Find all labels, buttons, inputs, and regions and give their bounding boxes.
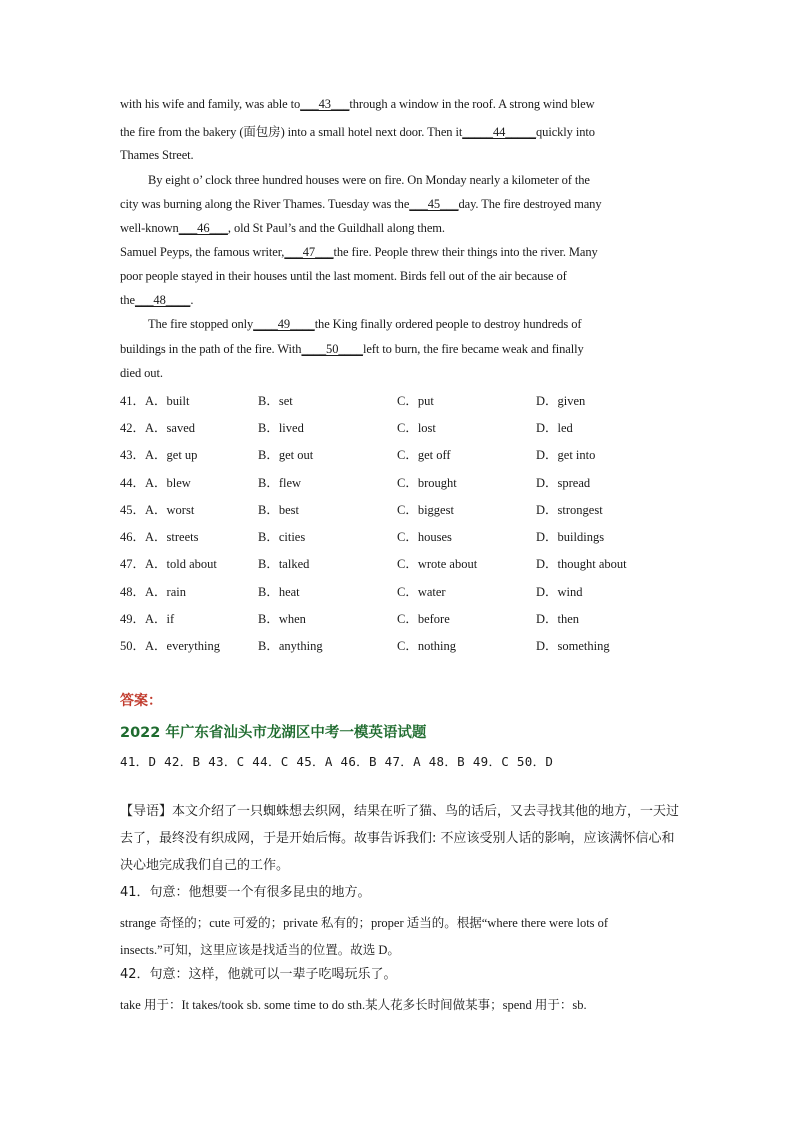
section-title: 2022 年广东省汕头市龙湖区中考一模英语试题 xyxy=(120,725,427,741)
option-a: 46．A．streets xyxy=(120,530,199,544)
option-d: D．spread xyxy=(536,476,591,490)
option-a: 47．A．told about xyxy=(120,557,217,571)
option-row-49 xyxy=(120,609,680,627)
passage-line xyxy=(120,221,445,236)
option-b: B．flew xyxy=(258,476,302,490)
option-row-41 xyxy=(120,391,680,409)
option-a: 44．A．blew xyxy=(120,476,191,490)
option-a: 43．A．get up xyxy=(120,448,198,462)
passage-line xyxy=(120,342,584,357)
passage-text: through a window in the roof. A strong wind blew xyxy=(349,97,595,111)
explanation-q41-detail: strange 奇怪的；cute 可爱的；private 私有的；proper 适当的。根据“where there were lots of xyxy=(120,916,609,930)
option-a: 49．A．if xyxy=(120,612,175,626)
passage-line xyxy=(120,122,595,140)
passage-text: Thames Street. xyxy=(120,148,194,162)
passage-text: left to burn, the fire became weak and finally xyxy=(362,342,584,356)
option-c: C．biggest xyxy=(397,503,454,517)
option-d: D．get into xyxy=(536,448,596,462)
option-d: D．then xyxy=(536,612,580,626)
passage-text: the fire from the bakery (面包房) into a small hotel next door. Then it xyxy=(120,125,463,139)
option-c: C．before xyxy=(397,612,450,626)
option-b: B．best xyxy=(258,503,299,517)
option-c: C．wrote about xyxy=(397,557,478,571)
option-b: B．cities xyxy=(258,530,306,544)
passage-text: the fire. People threw their things into the river. Many xyxy=(333,245,598,259)
passage-line xyxy=(120,97,595,112)
option-a: 50．A．everything xyxy=(120,639,220,653)
passage-text: . xyxy=(190,293,194,307)
option-b: B．get out xyxy=(258,448,314,462)
option-row-46 xyxy=(120,527,680,545)
passage-text: well-known xyxy=(120,221,179,235)
passage-text: buildings in the path of the fire. With xyxy=(120,342,302,356)
blank-49: ____49____ xyxy=(253,317,315,331)
explanation-intro: 【导语】本文介绍了一只蜘蛛想去织网，结果在听了猫、鸟的话后，又去寻找其他的地方，一天过去了，最终没有织成网，于是开始后悔。故事告诉我们: 不应该受别人话的影响，应该满怀信心和决心地完成我们自己的工作。 xyxy=(120,804,680,873)
passage-line xyxy=(120,293,193,308)
passage-text: poor people stayed in their houses until the last moment. Birds fell out of the air because of xyxy=(120,269,567,283)
option-row-44 xyxy=(120,473,680,491)
blank-50: ____50____ xyxy=(301,342,363,356)
option-c: C．get off xyxy=(397,448,451,462)
option-b: B．when xyxy=(258,612,306,626)
passage-text: Samuel Peyps, the famous writer, xyxy=(120,245,285,259)
option-row-50 xyxy=(120,636,680,654)
blank-43: ___43___ xyxy=(300,97,350,111)
blank-47: ___47___ xyxy=(284,245,334,259)
option-row-45 xyxy=(120,500,680,518)
passage-line xyxy=(120,245,598,260)
passage-text: the King finally ordered people to destroy hundreds of xyxy=(314,317,582,331)
option-b: B．set xyxy=(258,394,293,408)
passage-text: died out. xyxy=(120,366,163,380)
blank-44: _____44_____ xyxy=(462,125,537,139)
passage-line xyxy=(148,173,590,188)
option-row-43 xyxy=(120,445,680,463)
option-row-48 xyxy=(120,582,680,600)
passage-text: By eight o’ clock three hundred houses were on fire. On Monday nearly a kilometer of the xyxy=(148,173,590,187)
passage-line xyxy=(120,366,163,381)
option-a: 45．A．worst xyxy=(120,503,195,517)
passage-text: city was burning along the River Thames. Tuesday was the xyxy=(120,197,410,211)
option-b: B．lived xyxy=(258,421,304,435)
passage-line xyxy=(120,148,194,163)
option-a: 42．A．saved xyxy=(120,421,195,435)
passage-text: , old St Paul’s and the Guildhall along them. xyxy=(227,221,445,235)
option-d: D．something xyxy=(536,639,610,653)
passage-text: The fire stopped only xyxy=(148,317,254,331)
passage-text: the xyxy=(120,293,135,307)
option-d: D．thought about xyxy=(536,557,627,571)
option-row-42 xyxy=(120,418,680,436)
passage-text: day. The fire destroyed many xyxy=(458,197,602,211)
explanation-q41-detail: insects.”可知，这里应该是找适当的位置。故选 D。 xyxy=(120,943,400,957)
answer-label: 答案： xyxy=(120,693,162,709)
passage-text: with his wife and family, was able to xyxy=(120,97,301,111)
option-row-47 xyxy=(120,554,680,572)
passage-line xyxy=(148,317,581,332)
option-c: C．put xyxy=(397,394,434,408)
blank-46: ___46___ xyxy=(178,221,228,235)
passage-line xyxy=(120,197,601,212)
explanation-q42: 42．句意：这样，他就可以一辈子吃喝玩乐了。 xyxy=(120,967,397,982)
answer-key: 41．D 42．B 43．C 44．C 45．A 46．B 47．A 48．B 49．C 50．D xyxy=(120,754,554,769)
passage-text: quickly into xyxy=(536,125,595,139)
option-c: C．brought xyxy=(397,476,457,490)
option-b: B．talked xyxy=(258,557,310,571)
option-d: D．strongest xyxy=(536,503,603,517)
option-b: B．heat xyxy=(258,585,300,599)
explanation-q41: 41．句意：他想要一个有很多昆虫的地方。 xyxy=(120,885,371,900)
option-c: C．nothing xyxy=(397,639,457,653)
option-a: 48．A．rain xyxy=(120,585,186,599)
option-c: C．water xyxy=(397,585,446,599)
option-d: D．led xyxy=(536,421,573,435)
option-c: C．lost xyxy=(397,421,436,435)
option-a: 41．A．built xyxy=(120,394,190,408)
blank-45: ___45___ xyxy=(409,197,459,211)
option-d: D．wind xyxy=(536,585,583,599)
passage-line xyxy=(120,269,567,284)
option-d: D．given xyxy=(536,394,586,408)
explanation-q42-detail: take 用于：It takes/took sb. some time to do sth.某人花多长时间做某事；spend 用于：sb. xyxy=(120,998,587,1012)
option-b: B．anything xyxy=(258,639,323,653)
option-c: C．houses xyxy=(397,530,452,544)
option-d: D．buildings xyxy=(536,530,605,544)
blank-48: ___48____ xyxy=(134,293,191,307)
